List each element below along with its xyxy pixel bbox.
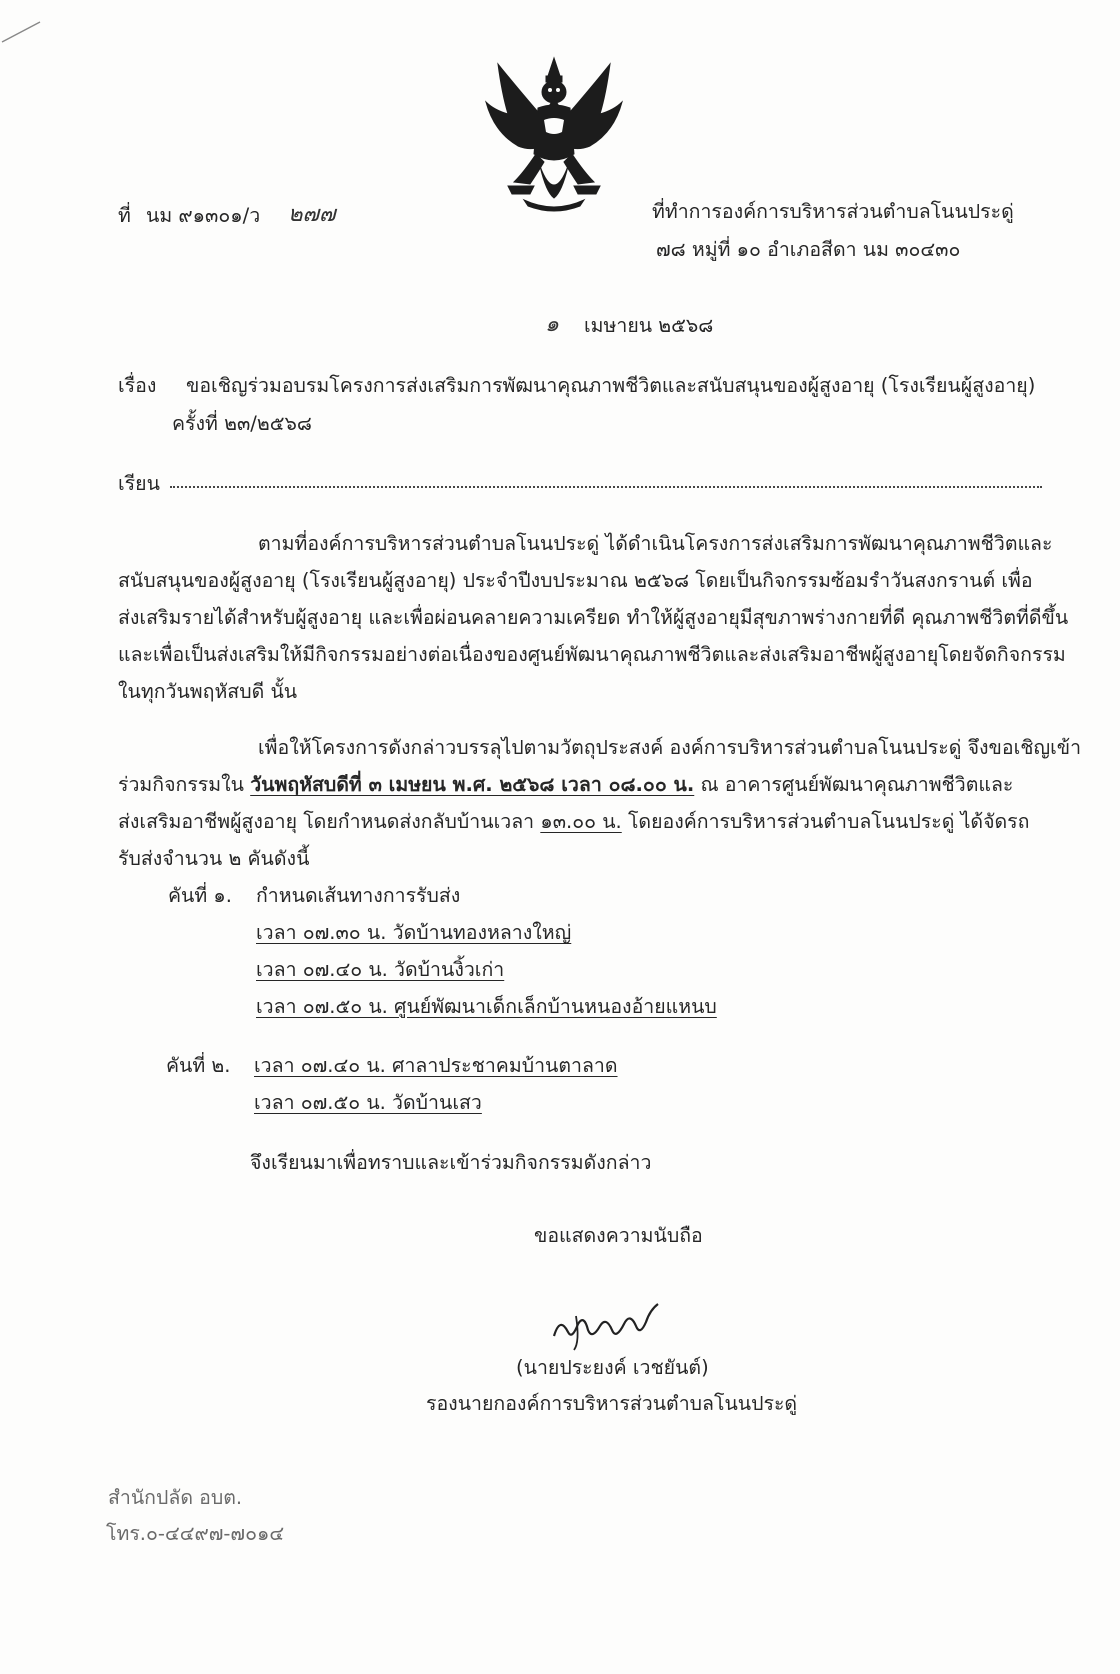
signatory-position: รองนายกองค์การบริหารส่วนตำบลโนนประดู่ (426, 1392, 798, 1415)
ref-number-handwritten: ๒๗๗ (288, 202, 336, 227)
ref-label: ที่ (118, 204, 131, 227)
office-address: ๗๘ หมู่ที่ ๑๐ อำเภอสีดา นม ๓๐๔๓๐ (656, 238, 961, 261)
date-day-handwritten: ๑ (545, 312, 559, 337)
paragraph2-line-3-rest: โดยองค์การบริหารส่วนตำบลโนนประดู่ ได้จัดรถ (627, 810, 1030, 833)
car1-title: กำหนดเส้นทางการรับส่ง (256, 884, 461, 907)
paragraph2-line-3-intro: ส่งเสริมอาชีพผู้สูงอายุ โดยกำหนดส่งกลับบ้านเวลา (118, 810, 535, 833)
office-name: ที่ทำการองค์การบริหารส่วนตำบลโนนประดู่ (652, 200, 1014, 223)
paragraph1-line-4: และเพื่อเป็นส่งเสริมให้มีกิจกรรมอย่างต่อเนื่องของศูนย์พัฒนาคุณภาพชีวิตและส่งเสริมอาชีพผู้สูงอายุโดยจัดกิจกรรม (118, 643, 1066, 666)
closing-request: จึงเรียนมาเพื่อทราบและเข้าร่วมกิจกรรมดังกล่าว (250, 1151, 652, 1174)
pen-mark (0, 10, 50, 46)
car1-label: คันที่ ๑. (168, 884, 233, 907)
paragraph2-line-4: รับส่งจำนวน ๒ คันดังนี้ (118, 847, 310, 870)
car1-stop-1: เวลา ๐๗.๓๐ น. วัดบ้านทองหลางใหญ่ (256, 921, 572, 944)
car1-stop-3: เวลา ๐๗.๕๐ น. ศูนย์พัฒนาเด็กเล็กบ้านหนองอ้ายแหนบ (256, 995, 717, 1018)
event-datetime: วันพฤหัสบดีที่ ๓ เมษยน พ.ศ. ๒๕๖๘ เวลา ๐๘.๐๐ น. (250, 773, 695, 796)
paragraph2-line-3 (118, 806, 1029, 837)
to-label: เรียน (118, 472, 160, 495)
signature-mark (546, 1296, 666, 1352)
return-time: ๑๓.๐๐ น. (540, 810, 622, 833)
car1-stop-2: เวลา ๐๗.๔๐ น. วัดบ้านงิ้วเก่า (256, 958, 505, 981)
paragraph1-line-3: ส่งเสริมรายได้สำหรับผู้สูงอายุ และเพื่อผ่อนคลายความเครียด ทำให้ผู้สูงอายุมีสุขภาพร่างกายที่ดี คุณภาพชีวิตที่ดีขึ้น (118, 606, 1069, 629)
car2-label: คันที่ ๒. (166, 1054, 231, 1077)
paragraph1-line-2: สนับสนุนของผู้สูงอายุ (โรงเรียนผู้สูงอายุ) ประจำปีงบประมาณ ๒๕๖๘ โดยเป็นกิจกรรมซ้อมรำวันสงกรานต์ เพื่อ (118, 569, 1033, 592)
to-dotted-line (170, 486, 1042, 488)
footer-department: สำนักปลัด อบต. (108, 1486, 243, 1509)
signatory-name: (นายประยงค์ เวชยันต์) (516, 1356, 709, 1379)
paragraph1-line-5: ในทุกวันพฤหัสบดี นั้น (118, 680, 298, 703)
car2-stop-2: เวลา ๐๗.๕๐ น. วัดบ้านเสว (254, 1091, 482, 1114)
letter-date: เมษายน ๒๕๖๘ (584, 314, 714, 337)
car2-stop-1: เวลา ๐๗.๔๐ น. ศาลาประชาคมบ้านตาลาด (254, 1054, 618, 1077)
subject-line-1: ขอเชิญร่วมอบรมโครงการส่งเสริมการพัฒนาคุณภาพชีวิตและสนับสนุนของผู้สูงอายุ (โรงเรียนผู้สูงอายุ) (186, 374, 1036, 397)
paragraph1-line-1: ตามที่องค์การบริหารส่วนตำบลโนนประดู่ ได้ดำเนินโครงการส่งเสริมการพัฒนาคุณภาพชีวิตและ (258, 532, 1053, 555)
paragraph2-line-2-intro: ร่วมกิจกรรมใน (118, 773, 244, 796)
paragraph2-line-2 (118, 769, 1013, 800)
paragraph2-line-2-venue: ณ อาคารศูนย์พัฒนาคุณภาพชีวิตและ (700, 773, 1014, 796)
subject-line-2: ครั้งที่ ๒๓/๒๕๖๘ (172, 412, 312, 435)
subject-label: เรื่อง (118, 374, 157, 397)
closing-regards: ขอแสดงความนับถือ (534, 1224, 703, 1247)
ref-code: นม ๙๑๓๐๑/ว (146, 204, 261, 227)
paragraph2-line-1: เพื่อให้โครงการดังกล่าวบรรลุไปตามวัตถุประสงค์ องค์การบริหารส่วนตำบลโนนประดู่ จึงขอเชิญเข้า (258, 736, 1082, 759)
footer-phone: โทร.๐-๔๔๙๗-๗๐๑๔ (106, 1522, 285, 1545)
garuda-emblem-icon (484, 54, 624, 214)
